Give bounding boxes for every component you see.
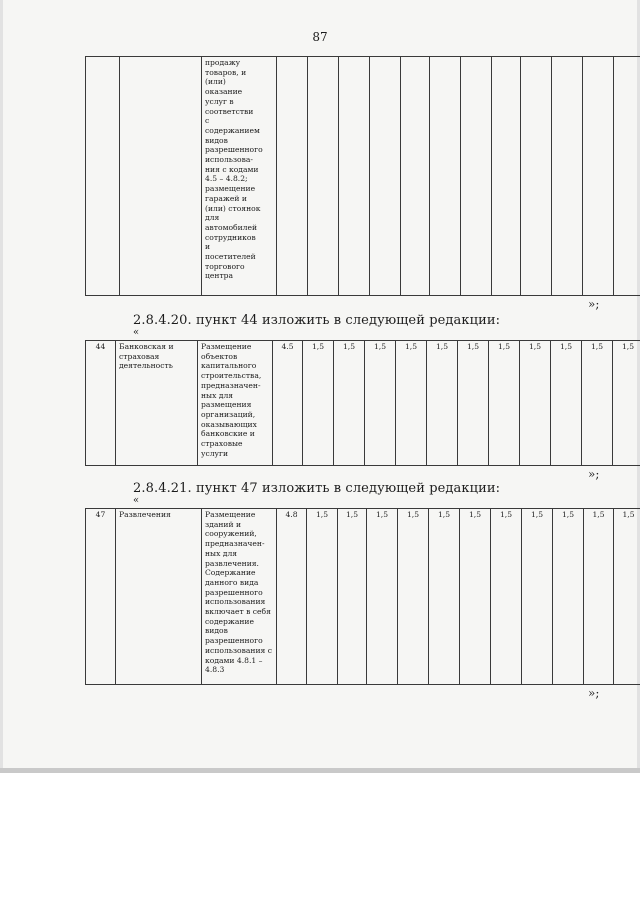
item-value: 1,5	[334, 341, 365, 466]
item-number: 47	[86, 509, 116, 685]
table-cell	[430, 57, 461, 296]
item-value: 1,5	[553, 509, 584, 685]
item-value: 1,5	[460, 509, 491, 685]
item-value: 1,5	[429, 509, 460, 685]
table-cell	[308, 57, 339, 296]
closing-quote: »;	[588, 467, 600, 481]
table-cell	[86, 57, 120, 296]
item-value: 1,5	[614, 509, 640, 685]
item-description: Размещение объектов капитального строительства, предназначен- ных для размещения организаций, оказывающих банковские и страховые услуги	[198, 341, 273, 466]
table-cell	[552, 57, 583, 296]
item-description: Размещение зданий и сооружений, предназначен- ных для развлечения. Содержание данного вида разрешенного использования включает в себя содержание видов разрешенного использования с кодами 4.8.1 – 4.8.3	[202, 509, 277, 685]
table-continuation	[85, 56, 640, 296]
table-cell	[370, 57, 401, 296]
table-item-44	[85, 340, 640, 466]
item-value: 1,5	[489, 341, 520, 466]
opening-quote: «	[133, 495, 140, 506]
item-value: 1,5	[491, 509, 522, 685]
table-item-47	[85, 508, 640, 685]
item-name: Развлечения	[116, 509, 202, 685]
item-value: 1,5	[307, 509, 338, 685]
table-cell	[120, 57, 202, 296]
table-cell	[277, 57, 308, 296]
closing-quote: »;	[588, 297, 600, 311]
page-number: 87	[312, 30, 328, 44]
item-value: 1,5	[338, 509, 367, 685]
item-name: Банковская и страховая деятельность	[116, 341, 198, 466]
item-value: 1,5	[365, 341, 396, 466]
item-value: 1,5	[303, 341, 334, 466]
opening-quote: «	[133, 327, 140, 338]
item-value: 1,5	[398, 509, 429, 685]
section-heading-44: 2.8.4.20. пункт 44 изложить в следующей редакции:	[133, 313, 501, 328]
table-row	[86, 57, 640, 296]
item-value: 1,5	[367, 509, 398, 685]
table-cell	[521, 57, 552, 296]
item-value: 1,5	[396, 341, 427, 466]
table-cell	[461, 57, 492, 296]
item-number: 44	[86, 341, 116, 466]
item-value: 1,5	[582, 341, 613, 466]
table-cell	[614, 57, 640, 296]
table-row	[86, 341, 640, 466]
item-value: 1,5	[522, 509, 553, 685]
closing-quote: »;	[588, 686, 600, 700]
item-value: 1,5	[613, 341, 640, 466]
item-code: 4.8	[277, 509, 307, 685]
section-heading-47: 2.8.4.21. пункт 47 изложить в следующей редакции:	[133, 481, 501, 496]
table-cell-description: продажу товаров, и (или) оказание услуг в соответстви с содержанием видов разрешенного использова- ния с кодами 4.5 – 4.8.2; размещение гаражей и (или) стоянок для автомобилей сотрудников и посетителей торгового центра	[202, 57, 277, 296]
item-code: 4.5	[273, 341, 303, 466]
table-cell	[339, 57, 370, 296]
table-cell	[583, 57, 614, 296]
table-cell	[401, 57, 430, 296]
table-row	[86, 509, 640, 685]
item-value: 1,5	[584, 509, 614, 685]
item-value: 1,5	[458, 341, 489, 466]
table-cell	[492, 57, 521, 296]
item-value: 1,5	[427, 341, 458, 466]
item-value: 1,5	[520, 341, 551, 466]
item-value: 1,5	[551, 341, 582, 466]
